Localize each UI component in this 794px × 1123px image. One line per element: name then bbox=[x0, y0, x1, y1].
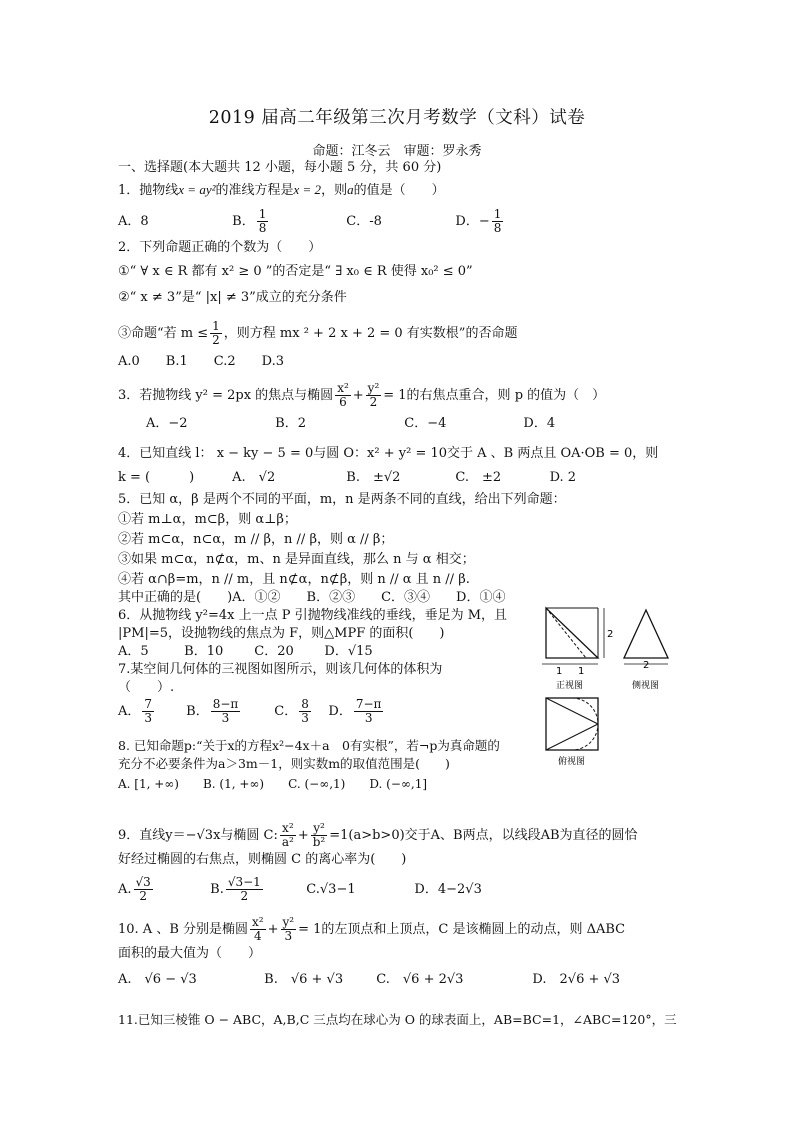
question-7-options: A． $\frac{7}{3}$ B． $\frac{8-\pi}{3}$ C． $\frac{8}{3}$ D． $\frac{7-\pi}{3}$ bbox=[118, 697, 382, 725]
question-5-statement-3: ③如果 m⊂α，n⊄α，m、n 是异面直线，那么 n 与 α 相交； bbox=[118, 552, 475, 567]
question-9-line-2: 好经过椭圆的右焦点，则椭圆 C 的离心率为( ) bbox=[118, 852, 407, 867]
question-9-options: A. $\frac{√3}{2}$ B. $\frac{√3-1}{2}$ C.√3−1 D．4−2√3 bbox=[118, 875, 482, 903]
section-heading: 一、选择题(本大题共 12 小题，每小题 5 分，共 60 分) bbox=[118, 160, 442, 175]
side-view-drawing bbox=[624, 610, 668, 664]
question-2-stem: 2．下列命题正确的个数为（ ） bbox=[118, 240, 322, 255]
dim-one-a: 1 bbox=[556, 666, 563, 677]
question-3-options: A．−2 B．2 C．−4 D．4 bbox=[146, 416, 556, 431]
page-title: 2019 届高二年级第三次月考数学（文科）试卷 bbox=[208, 108, 586, 128]
question-3-stem: 3．若抛物线 y² = 2px 的焦点与椭圆 $\frac{\text{x²}}{6}$ + $\frac{\text{y²}}{2}$ = 1的右焦点重合，则 p 的值为（ ） bbox=[118, 381, 606, 409]
dim-one-b: 1 bbox=[578, 666, 585, 677]
question-6-line-1: 6．从抛物线 y²=4x 上一点 P 引抛物线准线的垂线，垂足为 M，且 bbox=[118, 608, 508, 623]
question-10-stem: 10. A 、B 分别是椭圆 $\frac{\text{x²}}{4}$ + $\frac{\text{y²}}{3}$ = 1的左顶点和上顶点，C 是该椭圆上的动点，则 ΔABC bbox=[118, 915, 626, 943]
question-2-statement-2: ②“ x ≠ 3”是“ |x| ≠ 3”成立的充分条件 bbox=[118, 290, 347, 305]
question-4-stem: 4．已知直线 l： x − ky − 5 = 0与圆 O：x² + y² = 10交于 A 、B 两点且 OA·OB = 0，则 bbox=[118, 446, 659, 461]
dim-width: 2 bbox=[643, 660, 650, 671]
top-view-label: 俯视图 bbox=[558, 757, 586, 767]
question-5-statement-4: ④若 α∩β=m，n // m，且 n⊄α，n⊄β，则 n // α 且 n // β. bbox=[118, 572, 470, 587]
front-view-drawing bbox=[542, 608, 604, 664]
authors-line: 命题：江冬云 审题：罗永秀 bbox=[312, 144, 482, 159]
front-view-label: 正视图 bbox=[556, 681, 584, 691]
question-6-options: A．5 B．10 C．20 D．√15 bbox=[118, 644, 373, 659]
question-2-options: A.0 B.1 C.2 D.3 bbox=[118, 354, 284, 369]
question-5-stem: 5．已知 α，β 是两个不同的平面，m，n 是两条不同的直线，给出下列命题： bbox=[118, 492, 566, 507]
side-view-label: 侧视图 bbox=[632, 681, 660, 691]
question-7-line-2: （ ）. bbox=[118, 680, 175, 695]
question-4-options: k = ( ) A. √2 B. ±√2 C. ±2 D. 2 bbox=[118, 470, 577, 485]
question-10-options: A. √6 − √3 B. √6 + √3 C. √6 + 2√3 D. 2√6 + √3 bbox=[118, 972, 621, 987]
question-5-answers: 其中正确的是( )A．①② B．②③ C．③④ D．①④ bbox=[118, 590, 506, 605]
question-1-options bbox=[118, 208, 505, 235]
question-1-stem: 1．抛物线x = ay²的准线方程是x = 2，则a的值是（ ） bbox=[118, 182, 445, 198]
question-8-options: A. [1, +∞) B. (1, +∞) C. (−∞,1) D. (−∞,1] bbox=[118, 777, 428, 791]
option-c: C．-8 bbox=[346, 214, 382, 229]
question-11-line-1: 11.已知三棱锥 O − ABC，A,B,C 三点均在球心为 O 的球表面上，AB=BC=1，∠ABC=120°，三 bbox=[118, 1012, 677, 1027]
question-10-line-2: 面积的最大值为（ ） bbox=[118, 946, 262, 961]
question-9-stem: 9．直线y＝−√3x与椭圆 C: $\frac{\text{x²}}{\text{a²}}$ + $\frac{\text{y²}}{\text{b²}}$ =1(a>b>0)交于A、B两点，以线段AB为直径的圆恰 bbox=[118, 821, 638, 849]
question-2-statement-3: ③命题“若 m ≤ $\frac{1}{2}$ ，则方程 mx ² + 2 x + 2 = 0 有实数根”的否命题 bbox=[118, 319, 518, 347]
question-8-line-2: 充分不必要条件为a＞3m－1，则实数m的取值范围是( ) bbox=[118, 756, 450, 771]
question-5-statement-2: ②若 m⊂α，n⊂α，m // β，n // β，则 α // β； bbox=[118, 532, 394, 547]
question-7-line-1: 7.某空间几何体的三视图如图所示，则该几何体的体积为 bbox=[118, 662, 443, 677]
question-8-line-1: 8. 已知命题p:“关于x的方程x²−4x＋a 0有实根”，若¬p为真命题的 bbox=[118, 738, 500, 753]
option-d: D．− $\frac{1}{8}$ bbox=[455, 207, 502, 235]
dim-height: 2 bbox=[607, 629, 614, 640]
question-5-statement-1: ①若 m⊥α，m⊂β，则 α⊥β； bbox=[118, 512, 297, 527]
question-6-line-2: |PM|=5，设抛物线的焦点为 F，则△MPF 的面积( ) bbox=[118, 626, 445, 641]
option-b: B． $\frac{1}{8}$ bbox=[232, 207, 267, 235]
option-a: A．8 bbox=[118, 214, 149, 229]
question-2-statement-1: ①“ ∀ x ∈ R 都有 x² ≥ 0 ”的否定是“ ∃ x₀ ∈ R 使得 x₀² ≤ 0” bbox=[118, 264, 473, 279]
